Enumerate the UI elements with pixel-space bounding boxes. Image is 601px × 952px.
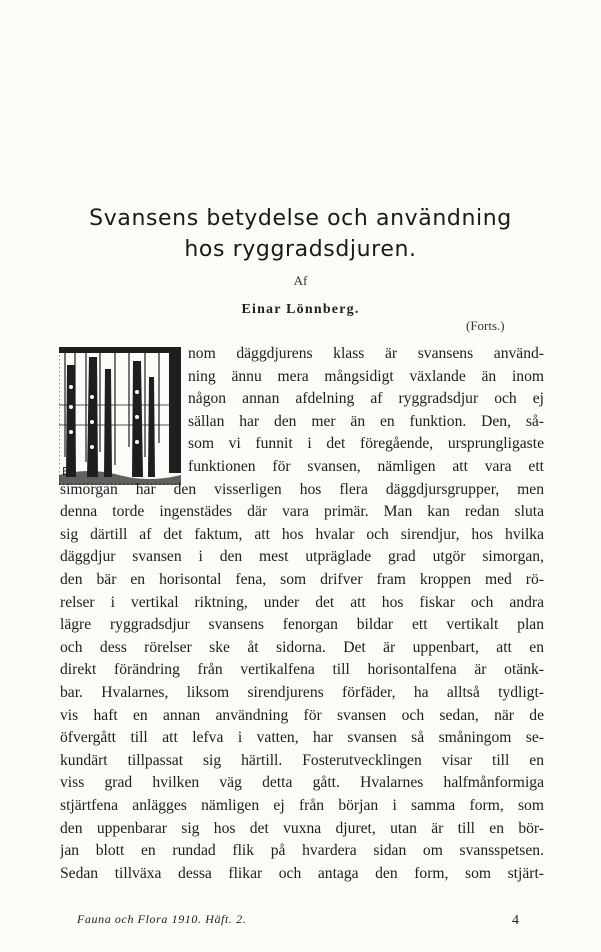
text-line: funktionen för svansen, nämligen att vara ett (188, 458, 544, 475)
text-line: den bär en horisontal fena, som drifver fram kroppen med rö- (60, 571, 544, 588)
byline-prefix: Af (293, 273, 308, 288)
continued-note: (Forts.) (466, 318, 505, 333)
article-title-line-1: Svansens betydelse och användning (89, 206, 512, 231)
text-line: däggdjur svansen i den mest utpräglade grad utgör simorgan, (60, 548, 544, 566)
text-line: lägre ryggradsdjur svansens fenorgan bildar ett vertikalt plan (60, 616, 544, 634)
page-number: 4 (512, 913, 519, 928)
text-line: och dess rörelser ske åt sidorna. Det är uppenbart, att en (60, 638, 544, 656)
text-line: vis haft en annan användning för svansen och sedan, när de (60, 706, 544, 724)
text-line: denna torde ingenstädes där vara primär. Man kan redan sluta (60, 503, 544, 521)
text-line: bar. Hvalarnes, liksom sirendjurens förfäder, ha alltså tydligt- (60, 684, 544, 701)
text-line: jan blott en rundad flik på hvardera sidan om svansspetsen. (60, 842, 544, 860)
journal-footer: Fauna och Flora 1910. Häft. 2. (77, 912, 247, 926)
text-line: kundärt tillpassat sig härtill. Fosterutvecklingen visar till en (60, 751, 544, 769)
text-line: viss grad hvilken väg detta gått. Hvalarnes halfmånformiga (60, 774, 544, 792)
text-line: sällan har den mer än en funktion. Den, så- (188, 412, 544, 430)
text-line: Sedan tillväxa dessa flikar och antaga den form, som stjärt- (60, 864, 544, 882)
text-line: sig därtill af det faktum, att hos hvalar och sirendjur, hos hvilka (60, 525, 544, 543)
article-title-line-2: hos ryggradsdjuren. (184, 237, 417, 262)
text-line: som vi funnit i det föregående, ursprungligaste (188, 435, 544, 453)
text-line: direkt förändring från vertikalfena till horisontalfena är otänk- (60, 661, 544, 679)
text-line: den uppenbarar sig hos det vuxna djuret, utan är till en bör- (60, 819, 544, 837)
text-line: någon annan afdelning af ryggradsdjur och ej (188, 390, 544, 408)
text-line: simorgan har den visserligen hos flera däggdjursgrupper, men (60, 480, 544, 498)
decorated-initial-icon (59, 347, 181, 485)
svg-text:EB: EB (62, 465, 77, 478)
text-line: relser i vertikal riktning, under det att hos fiskar och andra (60, 593, 544, 611)
text-line: öfvergått till att lefva i vatten, har svansen så småningom se- (60, 729, 544, 747)
author-name: Einar Lönnberg. (241, 302, 360, 317)
text-line: nom däggdjurens klass är svansens använd- (188, 345, 544, 362)
text-line: stjärtfena anlägges nämligen ej från början i samma form, som (60, 797, 544, 814)
text-line: ning ännu mera mångsidigt växlande än inom (188, 367, 544, 385)
